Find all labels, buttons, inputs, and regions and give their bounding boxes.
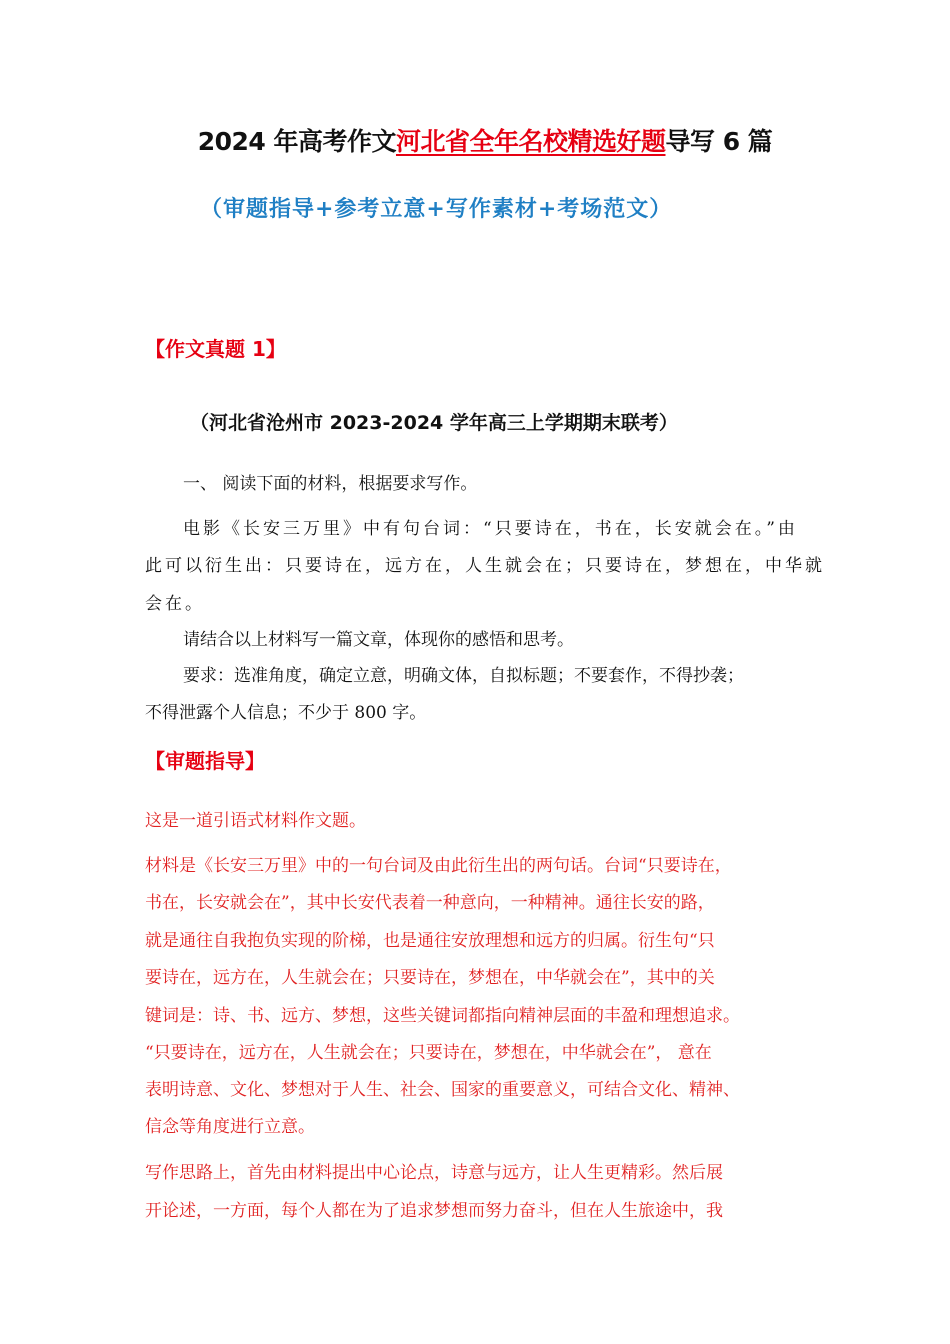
guide-line: 材料是《长安三万里》中的一句台词及由此衍生出的两句话。台词“只要诗在，: [145, 856, 732, 876]
guide-line: 要诗在，远方在，人生就会在；只要诗在，梦想在，中华就会在”，其中的关: [145, 968, 715, 988]
document-subtitle: （审题指导+参考立意+写作素材+考场范文）: [200, 196, 673, 222]
title-highlight: 河北省全年名校精选好题: [395, 127, 666, 156]
requirement-line: 不得泄露个人信息；不少于 800 字。: [145, 703, 427, 723]
task-line: 请结合以上材料写一篇文章，体现你的感悟和思考。: [183, 630, 574, 650]
guide-line: 写作思路上，首先由材料提出中心论点，诗意与远方，让人生更精彩。然后展: [145, 1163, 723, 1183]
material-line: 此可以衍生出：只要诗在，远方在，人生就会在；只要诗在，梦想在，中华就: [145, 556, 825, 576]
guide-line: 就是通往自我抱负实现的阶梯，也是通往安放理想和远方的归属。衍生句“只: [145, 931, 715, 951]
requirement-line: 要求：选准角度，确定立意，明确文体，自拟标题；不要套作，不得抄袭；: [183, 666, 744, 686]
document-title: [0, 122, 950, 158]
material-line: 会在。: [145, 594, 205, 614]
guide-line: “只要诗在，远方在，人生就会在；只要诗在，梦想在，中华就会在”， 意在: [145, 1043, 712, 1063]
section-heading: 【作文真题 1】: [145, 337, 286, 361]
question-source: （河北省沧州市 2023-2024 学年高三上学期期末联考）: [190, 412, 678, 434]
material-line: 电影《长安三万里》中有句台词：“只要诗在，书在，长安就会在。”由: [183, 519, 798, 539]
title-prefix: 2024 年高考作文: [197, 127, 396, 156]
guide-line: 键词是：诗、书、远方、梦想，这些关键词都指向精神层面的丰盈和理想追求。: [145, 1006, 740, 1026]
guide-line: 表明诗意、文化、梦想对于人生、社会、国家的重要意义，可结合文化、精神、: [145, 1080, 740, 1100]
guide-line: 信念等角度进行立意。: [145, 1117, 315, 1137]
question-item: 一、 阅读下面的材料，根据要求写作。: [183, 474, 478, 494]
guide-line: 书在，长安就会在”，其中长安代表着一种意向，一种精神。通往长安的路，: [145, 893, 715, 913]
guide-paragraph: 这是一道引语式材料作文题。: [145, 811, 366, 831]
guide-line: 开论述，一方面，每个人都在为了追求梦想而努力奋斗，但在人生旅途中，我: [145, 1201, 723, 1221]
title-suffix: 导写 6 篇: [665, 127, 773, 156]
guide-heading: 【审题指导】: [145, 749, 265, 773]
